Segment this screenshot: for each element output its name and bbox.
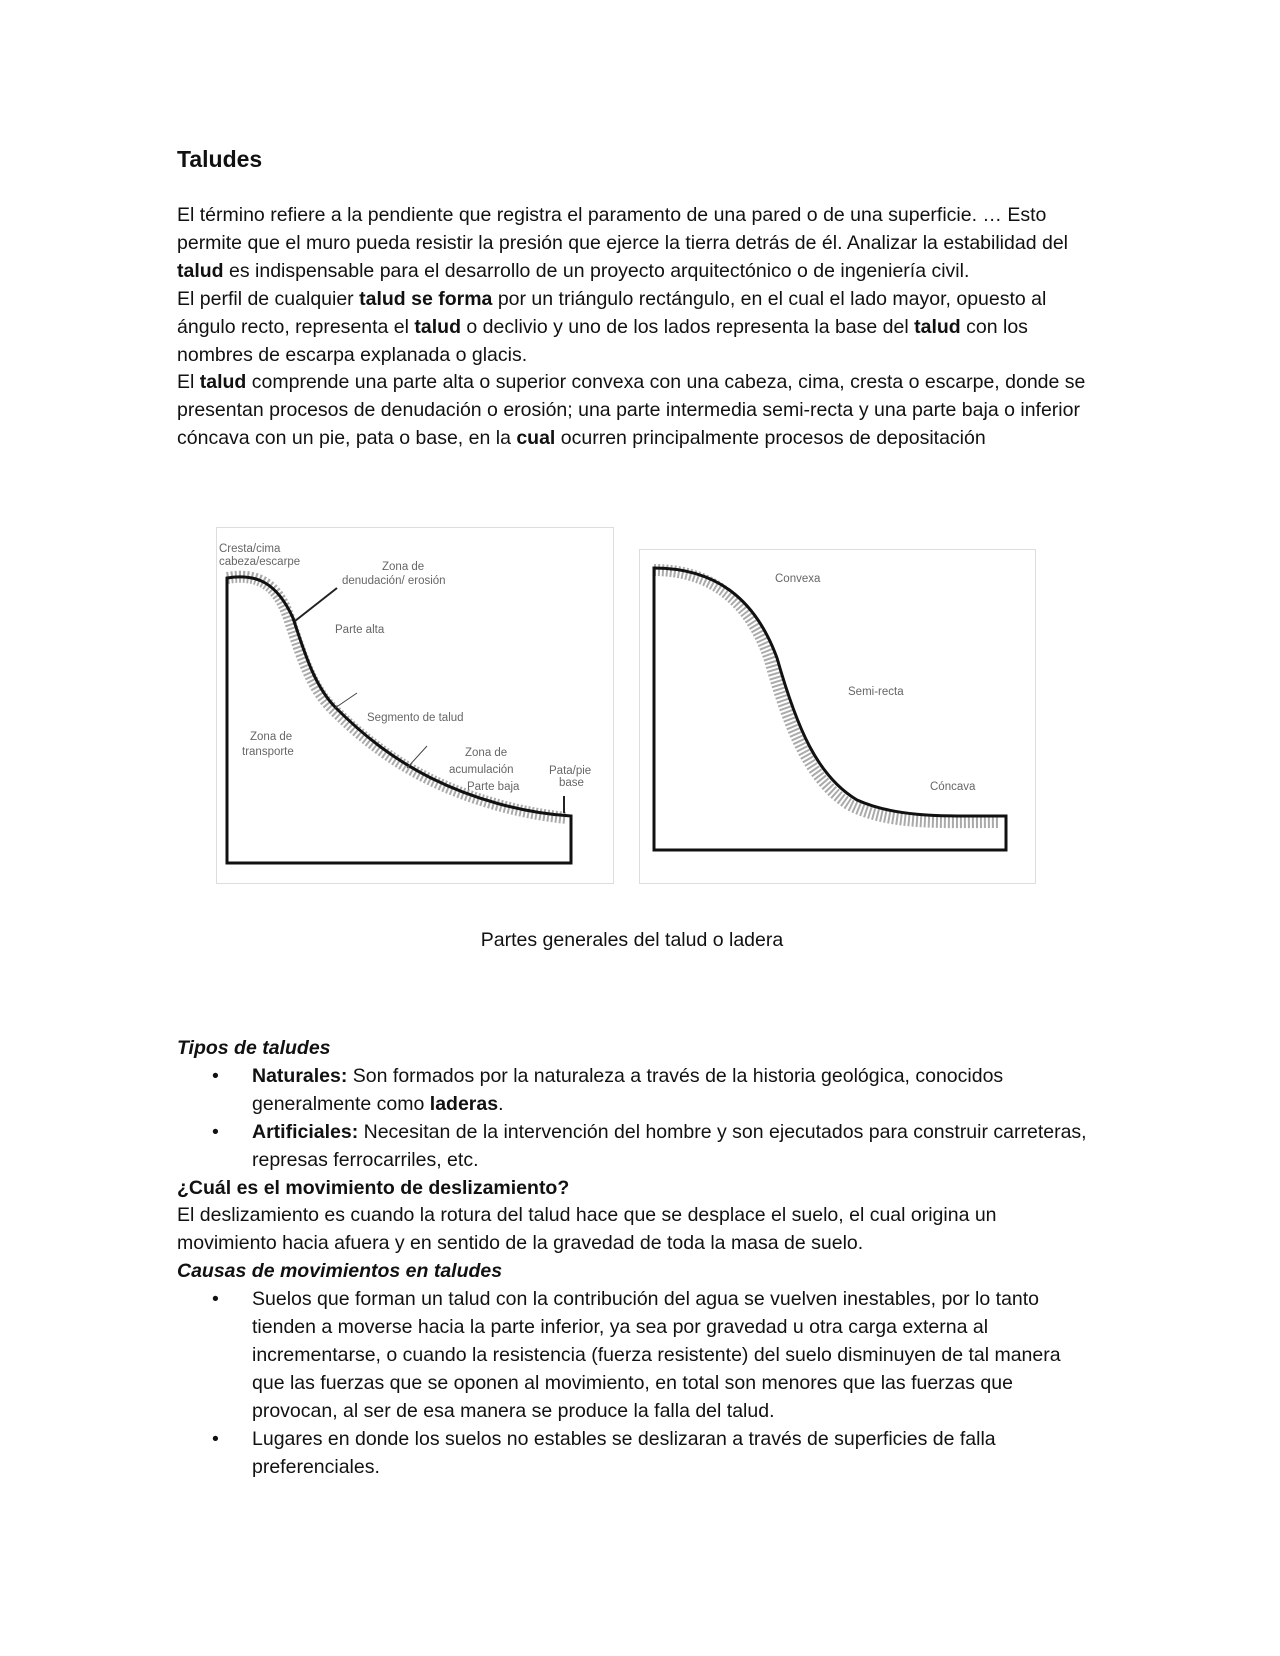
paragraph: El deslizamiento es cuando la rotura del talud hace que se desplace el suelo, el cual origina un movimiento hacia afuera y en sentido de la gravedad de toda la masa de suelo. xyxy=(177,1204,997,1255)
paragraph: El perfil de cualquier talud se forma por un triángulo rectángulo, en el cual el lado mayor, opuesto al ángulo recto, representa el talud o declivio y uno de los lados representa la base del talud con los nombres de escarpa explanada o glacis. xyxy=(177,287,1047,366)
intro-text xyxy=(177,202,1097,453)
bullet-list xyxy=(177,1286,1097,1481)
section-heading: ¿Cuál es el movimiento de deslizamiento? xyxy=(177,1176,570,1199)
svg-text:Cóncava: Cóncava xyxy=(930,781,976,793)
svg-text:Zona de: Zona de xyxy=(465,747,508,759)
svg-text:Zona de: Zona de xyxy=(250,731,293,743)
svg-text:cabeza/escarpe: cabeza/escarpe xyxy=(219,556,301,568)
svg-text:base: base xyxy=(559,777,584,789)
types-section xyxy=(177,1035,1097,1482)
svg-text:transporte: transporte xyxy=(242,746,294,758)
list-item: • Suelos que forman un talud con la contribución del agua se vuelven inestables, por lo tanto tienden a moverse hacia la parte inferior, ya sea por gravedad u otra carga externa al incrementarse, o cuando la resistencia (fuerza resistente) del suelo disminuyen de tal manera que las fuerzas que se oponen al movimiento, en total son menores que las fuerzas que provocan, al ser de esa manera se produce la falla del talud. xyxy=(252,1286,1097,1426)
section-heading: Tipos de taludes xyxy=(177,1037,331,1059)
slope-shape-diagram xyxy=(639,549,1036,884)
svg-text:Semi-recta: Semi-recta xyxy=(848,686,904,698)
page-title: Taludes xyxy=(177,146,263,172)
svg-text:acumulación: acumulación xyxy=(449,764,514,776)
svg-text:Parte alta: Parte alta xyxy=(335,624,385,636)
figure-caption: Partes generales del talud o ladera xyxy=(480,929,784,951)
paragraph: El talud comprende una parte alta o superior convexa con una cabeza, cima, cresta o escarpe, donde se presentan procesos de denudación o erosión; una parte intermedia semi-recta y una parte baja o inferior cóncava con un pie, pata o base, en la cual ocurren principalmente procesos de depositación xyxy=(177,371,1086,450)
bullet-list xyxy=(177,1063,1097,1175)
svg-text:Segmento de talud: Segmento de talud xyxy=(367,712,464,724)
svg-text:Parte baja: Parte baja xyxy=(467,781,520,793)
paragraph: El término refiere a la pendiente que registra el paramento de una pared o de una superficie. … Esto permite que el muro pueda resistir la presión que ejerce la tierra detrás de él. Analizar la estabilidad del talud es indispensable para el desarrollo de un proyecto arquitectónico o de ingeniería civil. xyxy=(177,204,1068,282)
slope-parts-diagram xyxy=(216,527,614,884)
svg-text:Zona de: Zona de xyxy=(382,561,425,573)
svg-text:denudación/ erosión: denudación/ erosión xyxy=(342,575,446,587)
svg-text:Pata/pie: Pata/pie xyxy=(549,765,592,777)
list-item: • Lugares en donde los suelos no estables se deslizaran a través de superficies de falla preferenciales. xyxy=(252,1426,1097,1482)
section-heading: Causas de movimientos en taludes xyxy=(177,1260,503,1283)
list-item: • Artificiales: Necesitan de la intervención del hombre y son ejecutados para construir carreteras, represas ferrocarriles, etc. xyxy=(252,1119,1097,1175)
svg-text:Convexa: Convexa xyxy=(775,573,821,585)
svg-text:Cresta/cima: Cresta/cima xyxy=(219,543,281,555)
list-item: • Naturales: Son formados por la naturaleza a través de la historia geológica, conocidos generalmente como laderas. xyxy=(252,1063,1097,1119)
